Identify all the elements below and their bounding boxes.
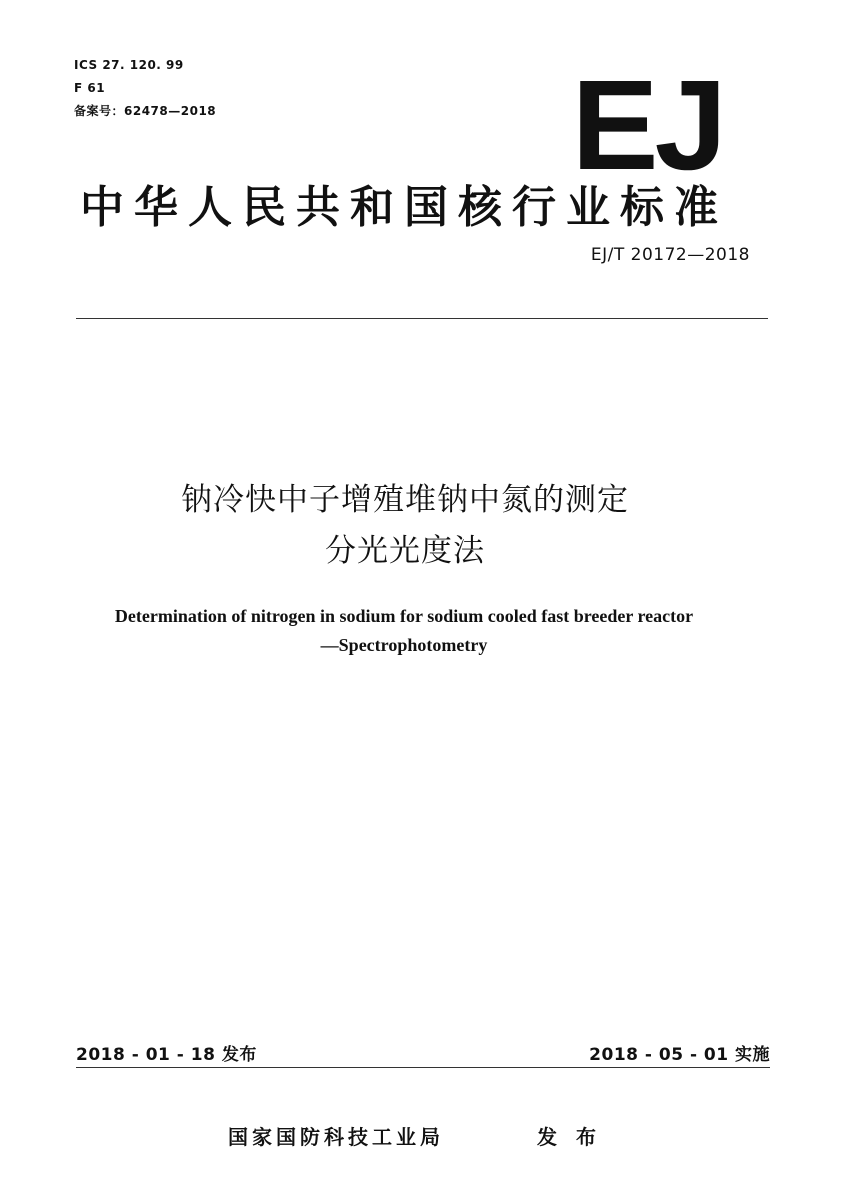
bottom-divider (76, 1067, 770, 1068)
title-chinese-line1: 钠冷快中子增殖堆钠中氮的测定 (181, 482, 629, 518)
filing-number: 备案号：62478—2018 (74, 104, 217, 118)
standard-mark: EJ (571, 54, 724, 197)
issue-date: 2018 - 01 - 18 发布 (76, 1045, 257, 1065)
title-english-line1: Determination of nitrogen in sodium for sodium cooled fast breeder reactor (114, 606, 694, 626)
standard-number: EJ/T 20172—2018 (590, 245, 750, 265)
publish-label: 发 布 (537, 1125, 602, 1149)
implementation-date: 2018 - 05 - 01 实施 (589, 1045, 770, 1065)
top-divider (76, 318, 768, 319)
title-english-line2: —Spectrophotometry (320, 635, 488, 655)
title-chinese-line2: 分光光度法 (325, 533, 485, 569)
publisher: 国家国防科技工业局 (228, 1125, 444, 1149)
ics-code: ICS 27. 120. 99 (74, 58, 184, 72)
issuing-standard-type: 中华人民共和国核行业标准 (80, 182, 728, 233)
classification-code: F 61 (74, 81, 106, 95)
